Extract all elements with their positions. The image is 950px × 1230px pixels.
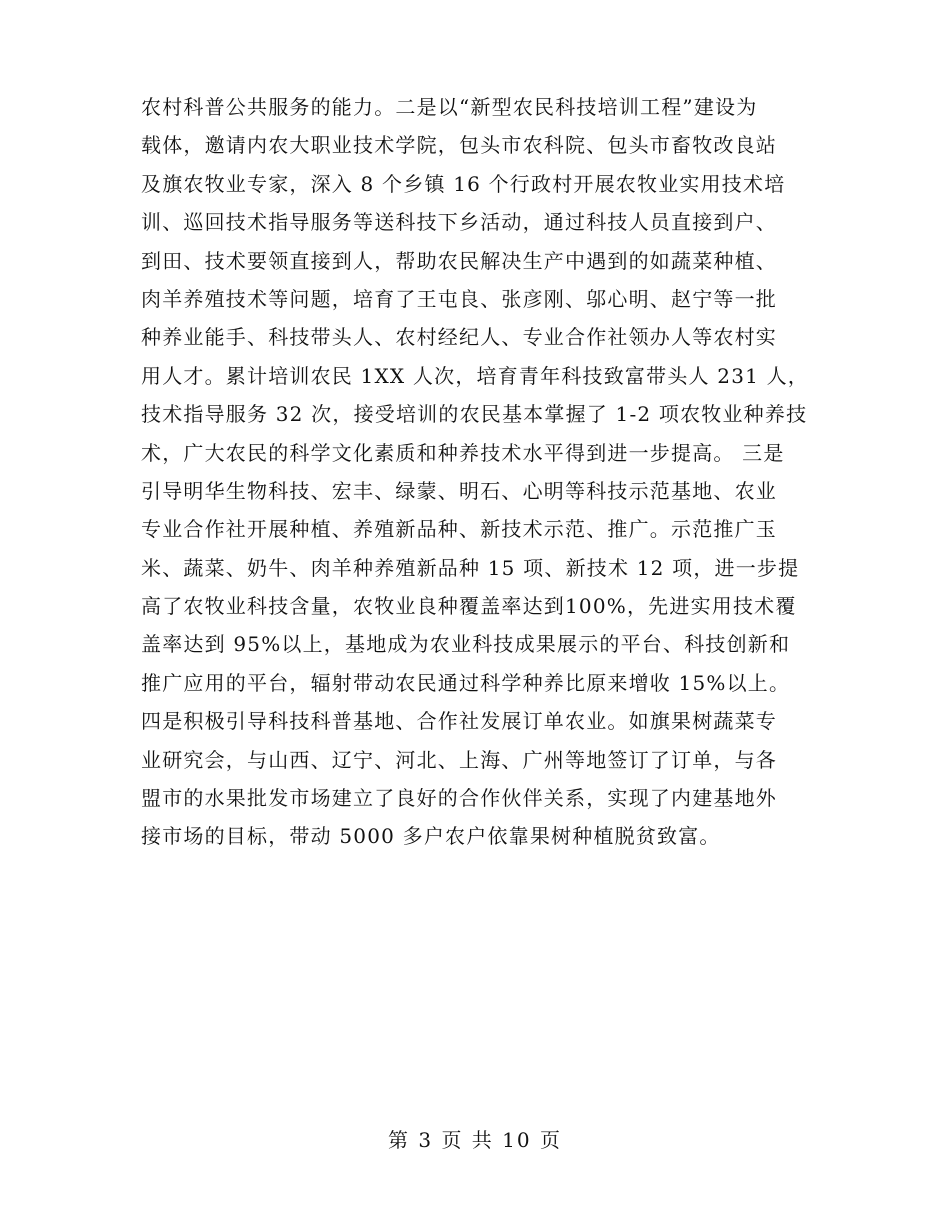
text-line: 载体，邀请内农大职业技术学院，包头市农科院、包头市畜牧改良站 — [141, 133, 777, 158]
text-line: 用人才。累计培训农民 1XX 人次，培育青年科技致富带头人 231 人， — [141, 363, 810, 388]
text-line: 盟市的水果批发市场建立了良好的合作伙伴关系，实现了内建基地外 — [141, 786, 777, 811]
text-line: 肉羊养殖技术等问题，培育了王屯良、张彦刚、邬心明、赵宁等一批 — [141, 286, 777, 311]
text-line: 到田、技术要领直接到人，帮助农民解决生产中遇到的如蔬菜种植、 — [141, 248, 777, 273]
text-line: 种养业能手、科技带头人、农村经纪人、专业合作社领办人等农村实 — [141, 325, 777, 350]
text-line: 农村科普公共服务的能力。二是以“新型农民科技培训工程”建设为 — [141, 95, 758, 119]
text-line: 专业合作社开展种植、养殖新品种、新技术示范、推广。示范推广玉 — [141, 517, 777, 542]
text-line: 引导明华生物科技、宏丰、绿蒙、明石、心明等科技示范基地、农业 — [141, 478, 777, 503]
page-number-footer: 第 3 页 共 10 页 — [388, 1128, 562, 1152]
text-line: 高了农牧业科技含量，农牧业良种覆盖率达到100%，先进实用技术覆 — [141, 594, 797, 619]
text-line: 推广应用的平台，辐射带动农民通过科学种养比原来增收 15%以上。 — [141, 670, 791, 695]
text-line: 及旗农牧业专家，深入 8 个乡镇 16 个行政村开展农牧业实用技术培 — [141, 171, 786, 196]
text-line: 术，广大农民的科学文化素质和种养技术水平得到进一步提高。 三是 — [141, 440, 785, 465]
text-line: 四是积极引导科技科普基地、合作社发展订单农业。如旗果树蔬菜专 — [141, 709, 777, 734]
body-text — [141, 88, 821, 856]
text-line: 接市场的目标，带动 5000 多户农户依靠果树种植脱贫致富。 — [141, 824, 721, 849]
text-line: 训、巡回技术指导服务等送科技下乡活动，通过科技人员直接到户、 — [141, 210, 777, 235]
text-line: 业研究会，与山西、辽宁、河北、上海、广州等地签订了订单，与各 — [141, 747, 777, 772]
text-line: 米、蔬菜、奶牛、肉羊种养殖新品种 15 项、新技术 12 项，进一步提 — [141, 555, 800, 580]
text-line: 盖率达到 95%以上，基地成为农业科技成果展示的平台、科技创新和 — [141, 632, 791, 657]
text-line: 技术指导服务 32 次，接受培训的农民基本掌握了 1-2 项农牧业种养技 — [141, 402, 808, 427]
